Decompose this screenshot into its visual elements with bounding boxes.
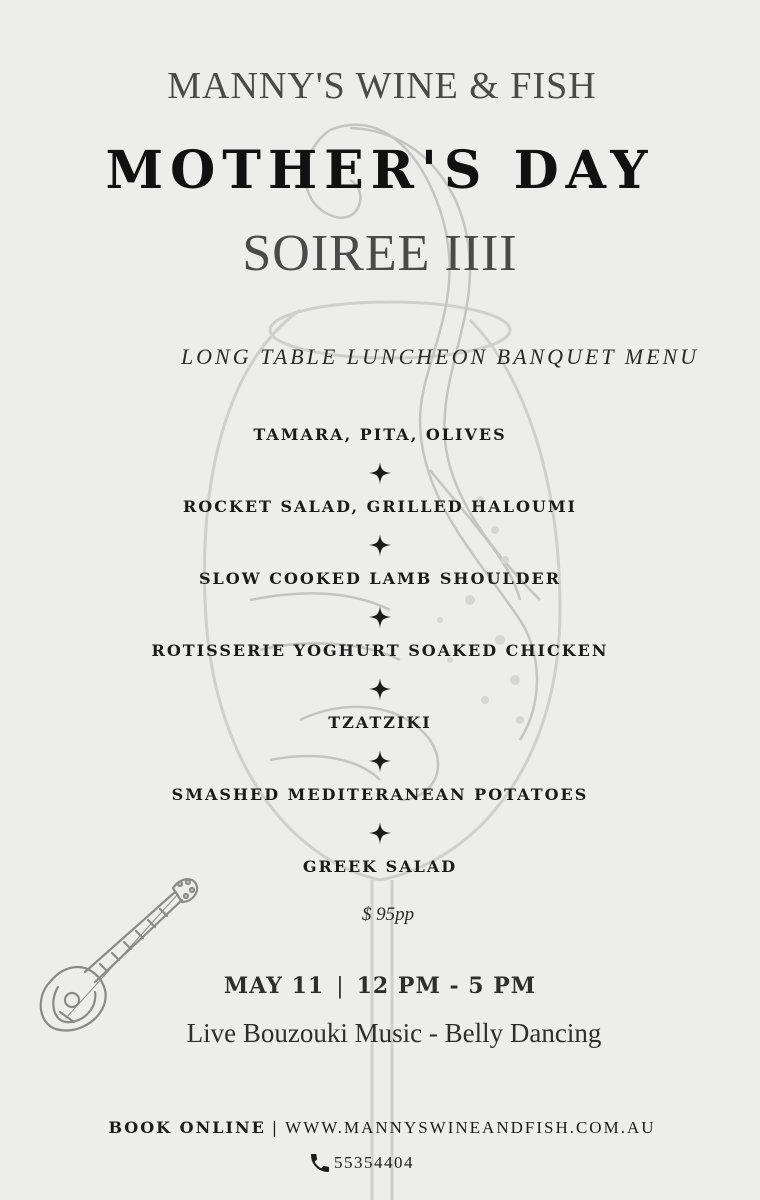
- four-point-star-icon: [369, 822, 391, 844]
- booking-line: [0, 1118, 760, 1138]
- booking-divider: |: [271, 1118, 280, 1137]
- dish-name: SMASHED MEDITERANEAN POTATOES: [171, 785, 589, 804]
- event-title: MOTHER'S DAY: [105, 140, 655, 201]
- dish-name: TAMARA, PITA, OLIVES: [253, 425, 507, 444]
- dish-name: SLOW COOKED LAMB SHOULDER: [198, 569, 562, 588]
- date-time: [0, 973, 760, 999]
- four-point-star-icon: [369, 750, 391, 772]
- entertainment: Live Bouzouki Music - Belly Dancing: [186, 1018, 602, 1048]
- dish-name: ROTISSERIE YOGHURT SOAKED CHICKEN: [151, 641, 609, 660]
- menu-item: [0, 494, 760, 566]
- four-point-star-icon: [369, 606, 391, 628]
- menu-item: [0, 566, 760, 638]
- event-subtitle: SOIREE IIII: [242, 225, 518, 282]
- phone-number: 55354404: [334, 1153, 414, 1172]
- website-link[interactable]: WWW.MANNYSWINEANDFISH.COM.AU: [285, 1118, 656, 1137]
- menu-item: [0, 638, 760, 710]
- menu-item: [0, 710, 760, 782]
- dish-name: TZATZIKI: [328, 713, 432, 732]
- menu-item: [0, 422, 760, 494]
- dish-name: GREEK SALAD: [302, 857, 458, 876]
- dish-name: ROCKET SALAD, GRILLED HALOUMI: [182, 497, 578, 516]
- date-divider: |: [336, 974, 345, 999]
- menu-item: [0, 782, 760, 854]
- venue-name: MANNY'S WINE & FISH: [167, 65, 597, 107]
- menu-heading: LONG TABLE LUNCHEON BANQUET MENU: [180, 344, 700, 369]
- event-date: MAY 11: [223, 973, 325, 999]
- book-online-label: BOOK ONLINE: [108, 1118, 266, 1137]
- four-point-star-icon: [369, 534, 391, 556]
- price: $ 95pp: [361, 904, 415, 925]
- event-time: 12 PM - 5 PM: [356, 973, 537, 999]
- four-point-star-icon: [369, 462, 391, 484]
- menu-list: [0, 422, 760, 926]
- phone-line[interactable]: [308, 1150, 414, 1176]
- phone-icon: [308, 1151, 332, 1175]
- bouzouki-icon: [30, 872, 200, 1037]
- four-point-star-icon: [369, 678, 391, 700]
